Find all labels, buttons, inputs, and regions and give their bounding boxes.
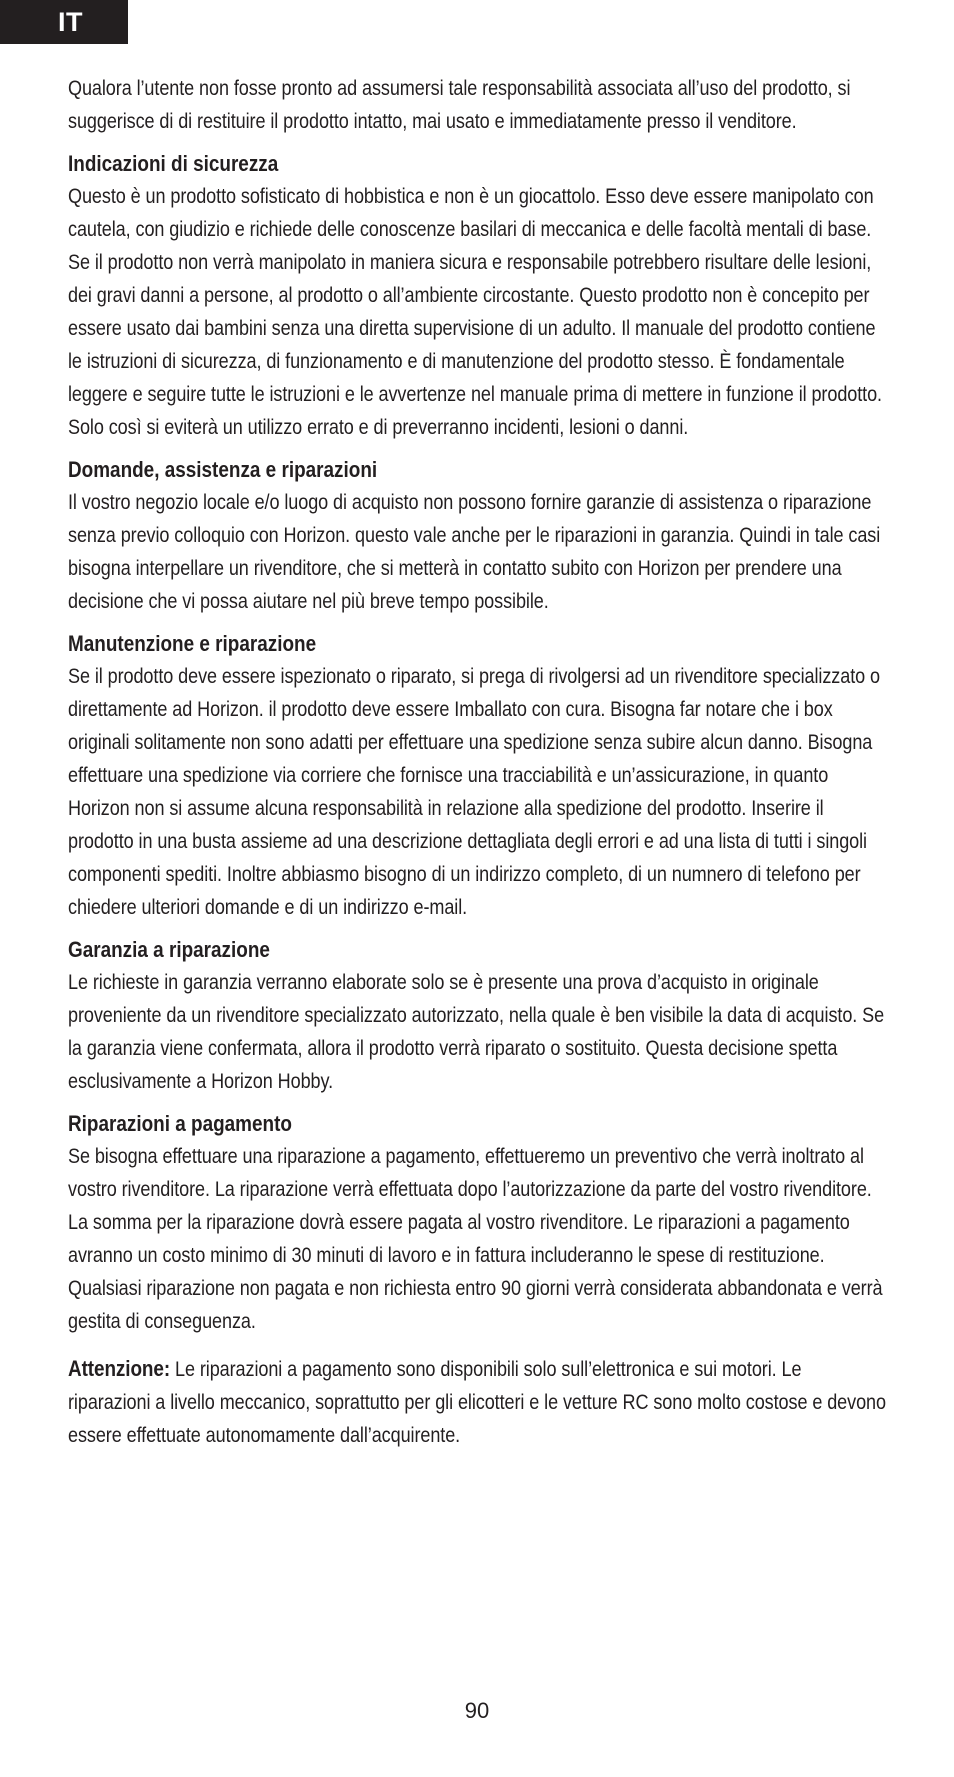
document-body [68,72,888,1473]
section-title: Domande, assistenza e riparazioni [68,457,378,482]
section-body: Se il prodotto deve essere ispezionato o riparato, si prega di rivolgersi ad un rivenditore specializzato o direttamente ad Horizon. il prodotto deve essere Imballato con cura. Bisogna far notare che i box originali solitamente non sono adatti per effettuare una spedizione senza subire alcun danno. Bisogna effettuare una spedizione via corriere che fornisce una tracciabilità e un’assicurazione, in quanto Horizon non si assume alcuna responsabilità in relazione alla spedizione del prodotto. Inserire il prodotto in una busta assieme ad una descrizione dettagliata degli errori e ad una lista di tutti i singoli componenti spediti. Inoltre abbiasmo bisogno di un indirizzo completo, di un numnero di telefono per chiedere ulteriori domande e di un indirizzo e-mail. [68,665,880,919]
section-body: Le richieste in garanzia verranno elaborate solo se è presente una prova d’acquisto in originale proveniente da un rivenditore specializzato autorizzato, nella quale è ben visibile la data di acquisto. Se la garanzia viene confermata, allora il prodotto verrà riparato o sostituito. Questa decisione spetta esclusivamente a Horizon Hobby. [68,971,885,1093]
attention-text: Le riparazioni a pagamento sono disponibili solo sull’elettronica e sui motori. Le riparazioni a livello meccanico, soprattutto per gli elicotteri e le vetture RC sono molto costose e devono essere effettuate autonomamente dall’acquirente. [68,1358,886,1447]
attention-lead: Attenzione: [68,1356,171,1381]
section-title: Riparazioni a pagamento [68,1111,292,1136]
section-body: Il vostro negozio locale e/o luogo di acquisto non possono fornire garanzie di assistenza o riparazione senza previo colloquio con Horizon. questo vale anche per le riparazioni in garanzia. Quindi in tale casi bisogna interpellare un rivenditore, che si metterà in contatto subito con Horizon per prendere una decisione che vi possa aiutare nel più breve tempo possibile. [68,491,881,613]
section-title: Manutenzione e riparazione [68,631,317,656]
section-body: Questo è un prodotto sofisticato di hobbistica e non è un giocattolo. Esso deve essere manipolato con cautela, con giudizio e richiede delle conoscenze basilari di meccanica e delle facoltà mentali di base. Se il prodotto non verrà manipolato in maniera sicura e responsabile potrebbero risultare delle lesioni, dei gravi danni a persone, al prodotto o all’ambiente circostante. Questo prodotto non è concepito per essere usato dai bambini senza una diretta supervisione di un adulto. Il manuale del prodotto contiene le istruzioni di sicurezza, di funzionamento e di manutenzione del prodotto stesso. È fondamentale leggere e seguire tutte le istruzioni e le avvertenze nel manuale prima di mettere in funzione il prodotto. Solo così si eviterà un utilizzo errato e di preverranno incidenti, lesioni o danni. [68,185,883,439]
attention-note [68,1352,888,1452]
page-number: 90 [464,1698,490,1723]
language-tab: IT [0,0,128,44]
section-body: Se bisogna effettuare una riparazione a pagamento, effettueremo un preventivo che verrà inoltrato al vostro rivenditore. La riparazione verrà effettuata dopo l’autorizzazione da parte del vostro rivenditore. La somma per la riparazione dovrà essere pagata al vostro rivenditore. Le riparazioni a pagamento avranno un costo minimo di 30 minuti di lavoro e in fattura includeranno le spese di restituzione. Qualsiasi riparazione non pagata e non richiesta entro 90 giorni verrà considerata abbandonata e verrà gestita di conseguenza. [68,1145,883,1333]
section-questions-assistance [68,453,888,618]
intro-paragraph: Qualora l’utente non fosse pronto ad assumersi tale responsabilità associata all’uso del prodotto, si suggerisce di di restituire il prodotto intatto, mai usato e immediatamente presso il venditore. [68,77,851,133]
section-title: Garanzia a riparazione [68,937,270,962]
section-title: Indicazioni di sicurezza [68,151,279,176]
section-paid-repairs [68,1107,888,1338]
section-maintenance [68,627,888,924]
section-safety [68,147,888,444]
section-warranty-repair [68,933,888,1098]
